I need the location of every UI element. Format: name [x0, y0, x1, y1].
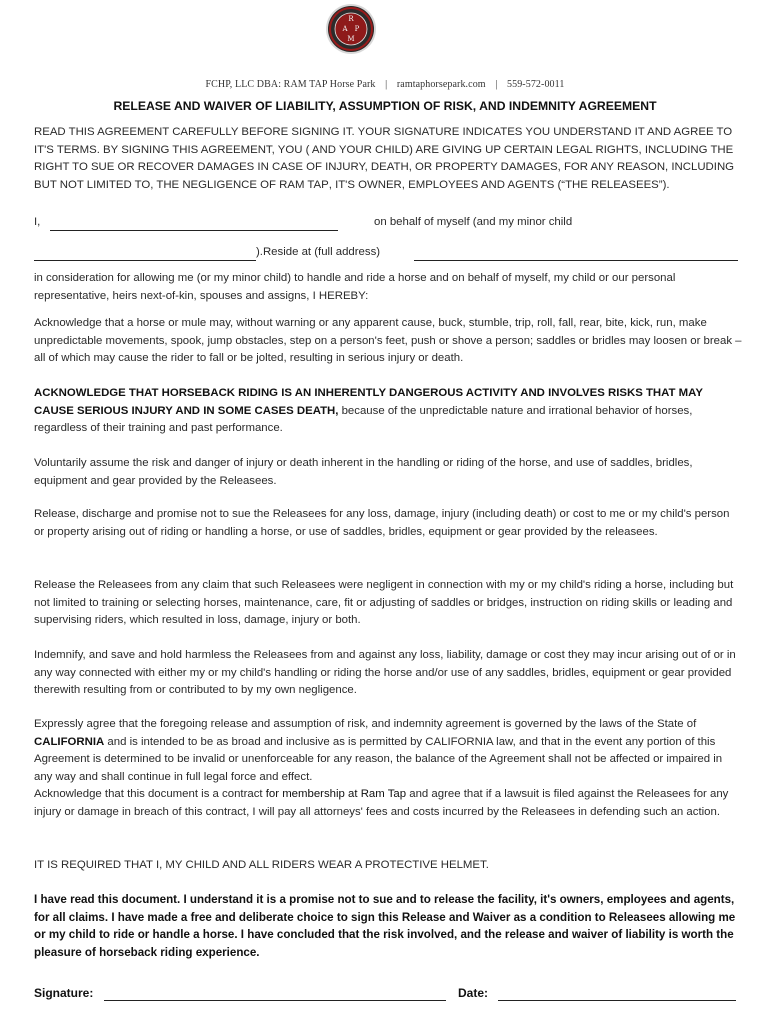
signature-label: Signature: — [34, 986, 94, 1000]
participant-name-row — [34, 216, 573, 228]
acknowledgement-statement: I have read this document. I understand it is a promise not to sue and to release the facility, it's owners, employees and agents, for all claims. I have made a free and deliberate choice to sign this Release and Waiver as a condition to Releasees allowing me or my child to ride or handle a horse. I have concluded that the risk involved, and the release and waiver of liability is worth the pleasure of horseback riding experience. — [34, 893, 736, 959]
contract-membership: for membership at Ram Tap — [265, 788, 407, 801]
assume-risk-paragraph: Voluntarily assume the risk and danger of injury or death inherent in the handling or riding of the horse, and use of saddles, bridles, equipment and gear provided by the Releasees. — [34, 457, 693, 487]
participant-name-field[interactable] — [50, 230, 338, 231]
acknowledge-risk-paragraph: Acknowledge that a horse or mule may, without warning or any apparent cause, buck, stumble, trip, roll, fall, rear, bite, kick, run, make unpredictable movements, spook, jump obstacles, step on a person's feet, push or shove a person; saddles or bridles may loosen or break – all of which may cause the rider to fall or be jolted, resulting in serious injury or death. — [34, 317, 742, 365]
inherent-danger-paragraph — [34, 385, 742, 438]
signature-field[interactable] — [104, 1000, 446, 1001]
header-separator: | — [495, 79, 498, 90]
full-address-field[interactable] — [414, 260, 738, 261]
svg-text:P: P — [354, 25, 360, 33]
ram-tap-logo — [328, 6, 374, 52]
governing-law-text-rest: and is intended to be as broad and inclusive as is permitted by CALIFORNIA law, and that in the event any portion of this Agreement is determined to be invalid or unenforceable for any reason, the balance of the Agreement shall not be affected or impaired in any way and shall continue in full legal force and effect. — [34, 735, 723, 783]
svg-text:M: M — [347, 35, 355, 43]
intro-text: READ THIS AGREEMENT CAREFULLY BEFORE SIGNING IT. YOUR SIGNATURE INDICATES YOU UNDERSTAND IT AND AGREE TO IT'S TERMS. BY SIGNING THIS AGREEMENT, YOU ( AND YOUR CHILD) ARE GIVING UP CERTAIN LEGAL RIGHTS, INCLUDING THE RIGHT TO SUE OR RECOVER DAMAGES IN CASE OF INJURY, DEATH, OR PROPERTY DAMAGES, FOR ANY REASON, INCLUDING BUT NOT LIMITED TO, THE NEGLIGENCE OF — [34, 126, 735, 191]
contract-text-rest: and agree that if a lawsuit is filed against the Releasees for any injury or damage in breach of this contract, I will pay all attorneys' fees and costs incurred by the Releasees in defending such an action. — [34, 788, 729, 818]
logo-emblem-icon — [328, 6, 374, 52]
helmet-requirement: IT IS REQUIRED THAT I, MY CHILD AND ALL RIDERS WEAR A PROTECTIVE HELMET. — [34, 859, 489, 871]
signature-block — [34, 986, 93, 1000]
inherent-danger-rest: because of the unpredictable nature and irrational behavior of horses, regardless of their training and past performance. — [34, 404, 693, 435]
company-header — [0, 79, 770, 90]
consideration-paragraph: in consideration for allowing me (or my minor child) to handle and ride a horse and on behalf of myself, my child or our personal representative, heirs next-of-kin, spouses and assigns, I HEREBY: — [34, 272, 676, 302]
intro-paragraph — [34, 124, 742, 194]
governing-law-paragraph — [34, 716, 742, 822]
svg-text:A: A — [342, 25, 348, 33]
minor-child-name-field[interactable] — [34, 260, 256, 261]
release-discharge-paragraph: Release, discharge and promise not to sue the Releasees for any loss, damage, injury (including death) or cost to me or my child's person or property arising out of riding or handling a horse, or use of saddles, bridles, equipment or gear provided by the releasees. — [34, 508, 730, 538]
i-label: I, — [34, 216, 41, 228]
intro-company-name: RAM TAP — [279, 178, 329, 191]
date-label: Date: — [458, 986, 489, 1000]
governing-law-text: Expressly agree that the foregoing release and assumption of risk, and indemnity agreement is governed by the laws of the State of — [34, 718, 697, 730]
address-row — [34, 246, 740, 258]
header-separator: | — [385, 79, 388, 90]
company-website: ramtaphorsepark.com — [396, 79, 486, 90]
date-field[interactable] — [498, 1000, 736, 1001]
intro-tail: , IT'S OWNER, EMPLOYEES AND AGENTS (“THE RELEASEES”). — [328, 178, 670, 191]
date-block — [458, 986, 488, 1000]
inherent-danger-bold: ACKNOWLEDGE THAT HORSEBACK RIDING IS AN INHERENTLY DANGEROUS ACTIVITY AND INVOLVES RISKS THAT MAY CAUSE SERIOUS INJURY AND IN SOME CASES DEATH, — [34, 387, 703, 417]
document-title: RELEASE AND WAIVER OF LIABILITY, ASSUMPTION OF RISK, AND INDEMNITY AGREEMENT — [113, 99, 657, 113]
governing-law-state: CALIFORNIA — [34, 735, 105, 748]
company-phone: 559-572-0011 — [507, 79, 565, 90]
reside-label: ).Reside at (full address) — [256, 246, 381, 258]
svg-text:R: R — [348, 15, 354, 23]
contract-text: Acknowledge that this document is a contract — [34, 788, 266, 801]
company-name: FCHP, LLC DBA: RAM TAP Horse Park — [205, 79, 376, 90]
indemnify-paragraph: Indemnify, and save and hold harmless the Releasees from and against any loss, liability, damage or cost they may incur arising out of or in any way connected with either my or my child's handling or riding the horse and/or use of any saddles, bridles, equipment or gear provided therewith resulting from or contributed to by my own negligence. — [34, 649, 736, 697]
release-negligence-paragraph: Release the Releasees from any claim that such Releasees were negligent in connection with my or my child's riding a horse, including but not limited to training or selecting horses, maintenance, care, fit or adjusting of saddles or bridges, instruction on riding skills or leading and supervising riders, which resulted in loss, damage, injury or both. — [34, 579, 734, 627]
on-behalf-label: on behalf of myself (and my minor child — [374, 216, 573, 228]
